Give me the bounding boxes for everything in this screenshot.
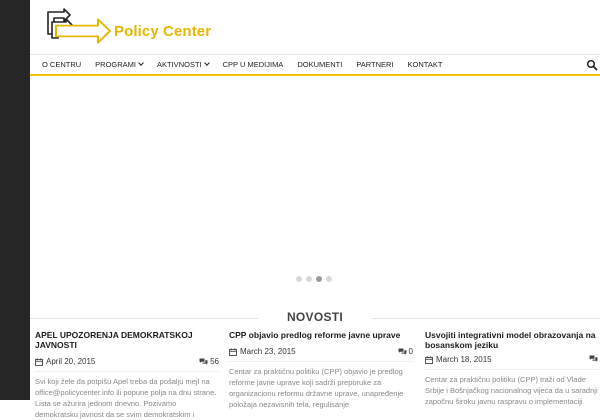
nav-item-cpp-u-medijima[interactable] xyxy=(216,55,291,74)
slider-dot[interactable] xyxy=(296,276,302,282)
article-excerpt: Centar za praktičnu politiku (CPP) objavio je predlog reforme javne uprave koji sadrži preporuke za organizacionu reformu državne uprave, unapređenje položaja nezavisnih tela, regulisanje xyxy=(229,367,404,409)
nav-item-kontakt[interactable] xyxy=(401,55,450,74)
nav-item-label: DOKUMENTI xyxy=(297,60,343,69)
chevron-down-icon xyxy=(138,60,144,66)
left-dark-bar xyxy=(0,0,30,400)
comment-count: 56 xyxy=(210,357,219,366)
nav-item-label: PARTNERI xyxy=(356,60,394,69)
nav-item-partneri[interactable] xyxy=(349,55,400,74)
news-article xyxy=(35,330,219,419)
nav-item-aktivnosti[interactable] xyxy=(150,55,216,74)
article-excerpt: Centar za praktičnu politiku (CPP) traži od Vlade Srbije i Bošnjačkog nacionalnog vijeća da u saradnji započnu široku javnu raspravu o implementaciji xyxy=(425,375,598,406)
news-article xyxy=(229,330,413,409)
nav-item-label: CPP U MEDIJIMA xyxy=(222,60,284,69)
comments-icon xyxy=(589,355,598,363)
nav-item-label: O CENTRU xyxy=(42,60,82,69)
nav-item-label: PROGRAMI xyxy=(95,60,137,69)
article-comments[interactable] xyxy=(398,347,413,356)
article-comments[interactable] xyxy=(589,355,600,363)
nav-item-o-centru[interactable] xyxy=(30,55,88,74)
nav-item-label: KONTAKT xyxy=(407,60,443,69)
site-header xyxy=(30,0,600,54)
comments-icon xyxy=(199,358,208,366)
section-header xyxy=(30,306,600,330)
news-list xyxy=(30,330,600,419)
article-date xyxy=(425,355,492,364)
article-comments[interactable] xyxy=(199,357,219,366)
logo-arrows-icon xyxy=(42,8,112,48)
section-title: NOVOSTI xyxy=(286,310,344,324)
article-title[interactable]: CPP objavio predlog reforme javne uprave xyxy=(229,330,401,340)
nav-item-label: AKTIVNOSTI xyxy=(157,60,202,69)
nav-items xyxy=(30,55,449,74)
article-title[interactable]: Usvojiti integrativni model obrazovanja na bosanskom jeziku xyxy=(425,330,596,350)
article-meta xyxy=(425,354,600,370)
article-title[interactable]: APEL UPOZORENJA DEMOKRATSKOJ JAVNOSTI xyxy=(35,330,193,350)
main-nav xyxy=(30,54,600,76)
slider-dot[interactable] xyxy=(316,276,322,282)
calendar-icon xyxy=(425,356,433,364)
article-date-text: March 18, 2015 xyxy=(436,355,492,364)
article-meta xyxy=(35,356,219,372)
hero-slider xyxy=(30,76,600,288)
chevron-down-icon xyxy=(204,60,210,66)
article-date xyxy=(229,347,296,356)
calendar-icon xyxy=(35,358,43,366)
comments-icon xyxy=(398,348,407,356)
article-date-text: March 23, 2015 xyxy=(240,347,296,356)
nav-item-dokumenti[interactable] xyxy=(290,55,349,74)
nav-item-programi[interactable] xyxy=(88,55,150,74)
slider-dot[interactable] xyxy=(326,276,332,282)
page xyxy=(30,0,600,419)
article-meta xyxy=(229,346,413,362)
search-icon[interactable] xyxy=(586,59,598,71)
article-date xyxy=(35,357,95,366)
article-date-text: April 20, 2015 xyxy=(46,357,96,366)
comment-count: 0 xyxy=(408,347,413,356)
news-article xyxy=(425,330,600,406)
calendar-icon xyxy=(229,348,237,356)
slider-dots xyxy=(296,276,332,282)
logo-text: Policy Center xyxy=(114,22,212,40)
article-excerpt: Svi koji žele da potpišu Apel treba da pošalju mejl na office@policycenter.info ili popune polja na dnu strane. Lista se ažurira jednom dnevno. Pozivamo demokratsku javnost da se svim demokratskim i xyxy=(35,377,217,419)
site-logo[interactable] xyxy=(42,8,211,48)
slider-dot[interactable] xyxy=(306,276,312,282)
